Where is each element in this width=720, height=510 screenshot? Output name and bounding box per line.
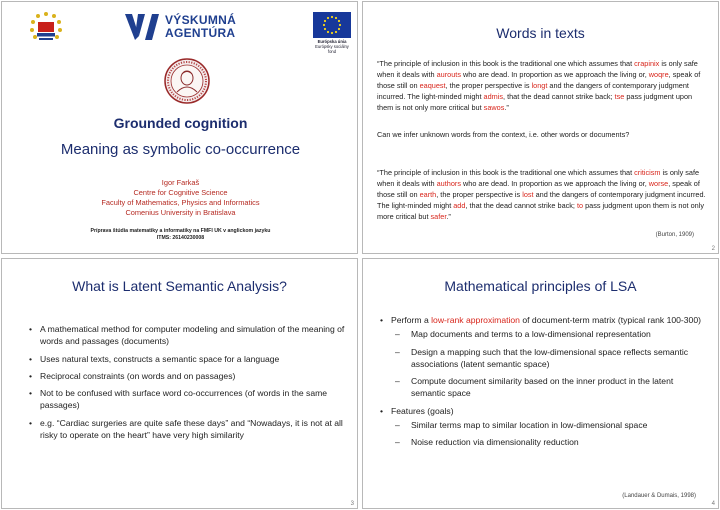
eu-caption-line2: Európsky sociálny fond <box>315 44 349 54</box>
highlighted-word: aurouts <box>436 70 461 79</box>
sub-item: – Noise reduction via dimensionality reduction <box>391 436 705 448</box>
quote-text: pass judgment upon them is not only more critical but <box>377 201 704 221</box>
slide-math-principles <box>362 258 719 509</box>
sub-item: – Design a mapping such that the low-dimensional space reflects semantic associations (latent semantic space) <box>391 346 705 371</box>
highlighted-word: earth <box>419 190 437 199</box>
slide-words-in-texts <box>362 1 719 254</box>
context-question: Can we infer unknown words from the context, i.e. other words or documents? <box>377 130 630 139</box>
bullet-item-low-rank <box>379 314 705 400</box>
project-block <box>2 228 358 242</box>
slide-title <box>1 1 358 254</box>
highlighted-word: admis <box>483 92 504 101</box>
bullet-list <box>379 314 705 454</box>
bullet-item: • Reciprocal constraints (on words and on passages) <box>28 370 346 382</box>
page-number: 2 <box>711 246 715 252</box>
sub-item: – Compute document similarity based on the inner product in the latent semantic space <box>391 375 705 400</box>
quote-text: , speak of those still on <box>377 179 700 199</box>
slide-title: Words in texts <box>496 25 585 41</box>
agency-logo-mark <box>125 12 161 42</box>
university-seal <box>164 58 210 104</box>
highlighted-word: safer <box>430 212 447 221</box>
nonsense-quote <box>377 58 707 113</box>
highlight-term: low-rank approximation <box>431 315 520 325</box>
slide-title: Mathematical principles of LSA <box>444 278 637 294</box>
author-block <box>2 178 358 218</box>
eu-flag <box>313 12 351 38</box>
presentation-subtitle: Meaning as symbolic co-occurrence <box>60 141 301 158</box>
quote-text: , speak of those still on <box>377 70 701 90</box>
quote-text: , that the dead cannot strike back; <box>465 201 577 210</box>
highlighted-word: eaquest <box>419 81 446 90</box>
highlighted-word: longt <box>531 81 548 90</box>
author-university: Comenius University in Bratislava <box>125 208 236 217</box>
highlighted-word: authors <box>436 179 461 188</box>
page-number: 3 <box>350 501 354 507</box>
presentation-title: Grounded cognition <box>113 115 248 131</box>
bullet-text: Perform a <box>391 315 432 325</box>
highlighted-word: crapinix <box>634 59 660 68</box>
highlighted-word: sawos <box>483 103 505 112</box>
sub-list <box>391 419 705 449</box>
bullet-item: • Uses natural texts, constructs a semantic space for a language <box>28 353 346 365</box>
quote-text: , that the dead cannot strike back; <box>503 92 615 101</box>
project-name: Príprava štúdia matematiky a informatiky na FMFI UK v anglickom jazyku <box>90 228 271 234</box>
agency-logo <box>125 11 255 43</box>
author-faculty: Faculty of Mathematics, Physics and Informatics <box>101 198 260 207</box>
quote-text: .” <box>446 212 451 221</box>
quote-text: who are dead. In proportion as we approach the living or, <box>460 70 649 79</box>
eu-caption-line1: Európska únia <box>317 39 347 44</box>
slide-title: What is Latent Semantic Analysis? <box>72 278 287 294</box>
bullet-text: Features (goals) <box>391 405 454 416</box>
bullet-item-features <box>379 405 705 449</box>
citation: (Landauer & Dumais, 1998) <box>622 493 696 499</box>
citation: (Burton, 1909) <box>655 232 694 238</box>
sub-item: – Similar terms map to similar location in low-dimensional space <box>391 419 705 431</box>
sub-item: – Map documents and terms to a low-dimensional representation <box>391 328 705 340</box>
page-number: 4 <box>711 501 715 507</box>
quote-text: , the proper perspective is <box>436 190 523 199</box>
agency-name-line2: AGENTÚRA <box>165 26 236 40</box>
highlighted-word: woqre <box>648 70 669 79</box>
bullet-item: • Not to be confused with surface word co-occurrences (of words in the same passages) <box>28 387 346 412</box>
quote-text: “The principle of inclusion in this book is the traditional one which assumes that <box>377 59 635 68</box>
quote-text: is only safe when it deals with <box>377 59 698 79</box>
agency-name-line1: VÝSKUMNÁ <box>165 13 237 27</box>
quote-text: is only safe when it deals with <box>377 168 700 188</box>
agency-name <box>165 14 236 40</box>
highlighted-word: lost <box>522 190 534 199</box>
quote-text: and the dangers of contemporary judgment incurred. The light-minded might <box>377 190 706 210</box>
slide-what-is-lsa <box>1 258 358 509</box>
highlighted-word: to <box>577 201 584 210</box>
author-centre: Centre for Cognitive Science <box>133 188 228 197</box>
quote-text: “The principle of inclusion in this book is the traditional one which assumes that <box>377 168 635 177</box>
highlighted-word: add <box>453 201 466 210</box>
highlighted-word: criticism <box>634 168 661 177</box>
quote-text: .” <box>504 103 509 112</box>
highlighted-word: worse <box>648 179 669 188</box>
quote-text: pass judgment upon them is not only more critical but <box>377 92 693 112</box>
quote-text: who are dead. In proportion as we approach the living or, <box>460 179 649 188</box>
quote-text: , the proper perspective is <box>445 81 532 90</box>
bullet-text: of document-term matrix (typical rank 100-300) <box>519 315 701 325</box>
project-itms: ITMS: 26140230008 <box>156 235 205 241</box>
author-name: Igor Farkaš <box>161 178 200 187</box>
bullet-item: • e.g. “Cardiac surgeries are quite safe these days” and “Nowadays, it is not at all risky to operate on the heart” have very high similarity <box>28 417 346 442</box>
bullet-list <box>28 323 346 441</box>
highlighted-word: tse <box>614 92 625 101</box>
eu-caption <box>311 39 353 54</box>
original-quote <box>377 167 707 222</box>
bullet-item: • A mathematical method for computer modeling and simulation of the meaning of words and passages (documents) <box>28 323 346 348</box>
university-logo <box>24 10 68 46</box>
sub-list <box>391 328 705 399</box>
quote-text: and the dangers of contemporary judgment incurred. The light-minded might <box>377 81 689 101</box>
